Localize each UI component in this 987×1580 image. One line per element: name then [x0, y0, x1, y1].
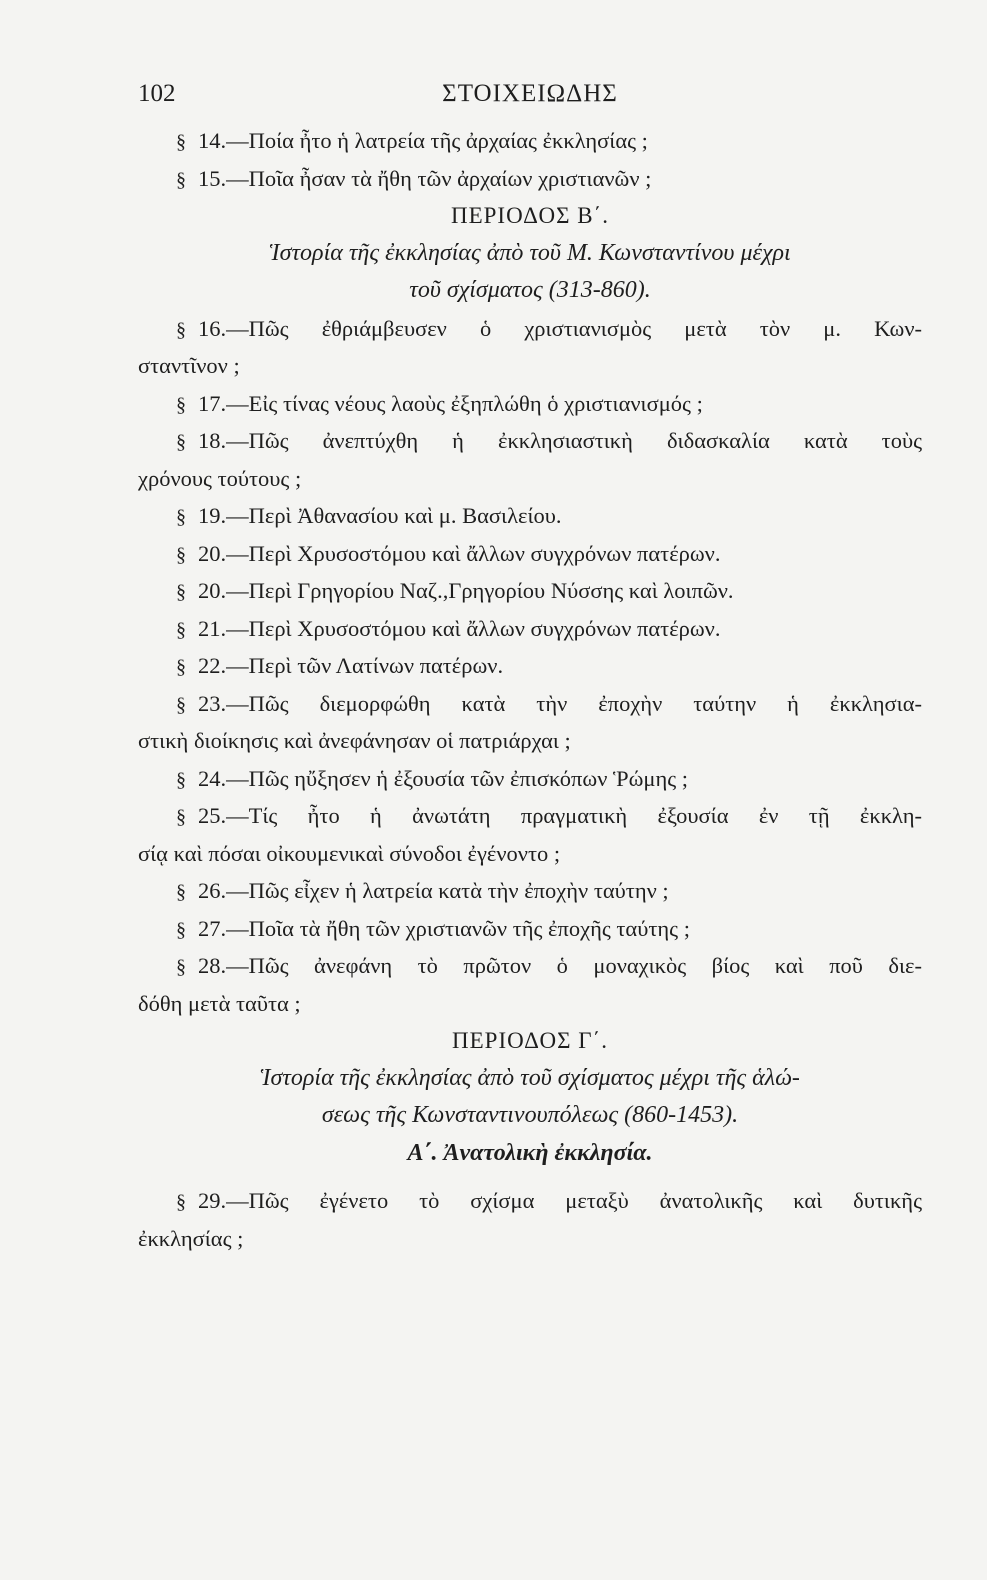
question-29-continued: ἐκκλησίας ;	[138, 1225, 244, 1251]
section-sign: §	[176, 768, 186, 791]
section-sign: §	[176, 506, 186, 528]
question-25-continued: σίᾳ καὶ πόσαι οἰκουμενικαὶ σύνοδοι ἐγένοντο ;	[138, 840, 561, 866]
section-sign: §	[176, 693, 186, 716]
question-18-continued: χρόνους τούτους ;	[138, 465, 302, 491]
section-sign: §	[176, 543, 186, 566]
question-17: § 17.—Εἰς τίνας νέους λαοὺς ἐξηπλώθη ὁ χριστιανισμός ;	[138, 385, 922, 423]
section-sign: §	[176, 318, 186, 341]
question-20a: § 20.—Περὶ Χρυσοστόμου καὶ ἄλλων συγχρόνων πατέρων.	[138, 535, 922, 573]
period-b-title-line1: Ἱστορία τῆς ἐκκλησίας ἀπὸ τοῦ Μ. Κωνσταντίνου μέχρι	[269, 239, 791, 266]
question-26: § 26.—Πῶς εἶχεν ἡ λατρεία κατὰ τὴν ἐποχὴν ταύτην ;	[138, 872, 922, 910]
question-19: § 19.—Περὶ Ἀθανασίου καὶ μ. Βασιλείου.	[138, 497, 922, 535]
question-18: § 18.—Πῶς ἀνεπτύχθη ἡ ἐκκλησιαστικὴ διδασκαλία κατὰ τοὺς	[138, 422, 922, 460]
question-27: § 27.—Ποῖα τὰ ἤθη τῶν χριστιανῶν τῆς ἐποχῆς ταύτης ;	[138, 910, 922, 948]
question-24: § 24.—Πῶς ηὔξησεν ἡ ἐξουσία τῶν ἐπισκόπων Ῥώμης ;	[138, 760, 922, 798]
question-20b: § 20.—Περὶ Γρηγορίου Ναζ.,Γρηγορίου Νύσσης καὶ λοιπῶν.	[138, 572, 922, 610]
section-sign: §	[176, 131, 186, 153]
period-b-heading: ΠΕΡΙΟΔΟΣ Β΄.	[450, 203, 610, 228]
question-22: § 22.—Περὶ τῶν Λατίνων πατέρων.	[138, 647, 922, 685]
period-b-title-line2: τοῦ σχίσματος (313-860).	[409, 277, 651, 303]
question-25: § 25.—Τίς ἦτο ἡ ἀνωτάτη πραγματικὴ ἐξουσία ἐν τῇ ἐκκλη-	[138, 797, 922, 835]
section-sign: §	[176, 431, 186, 453]
section-sign: §	[176, 656, 186, 678]
period-c-title-line1: Ἱστορία τῆς ἐκκλησίας ἀπὸ τοῦ σχίσματος μέχρι τῆς ἁλώ-	[260, 1064, 800, 1091]
question-16-continued: σταντῖνον ;	[138, 353, 240, 378]
section-sign: §	[176, 1191, 186, 1213]
running-title: ΣΤΟΙΧΕΙΩΔΗΣ	[442, 80, 618, 107]
period-c-title-line2: σεως τῆς Κωνσταντινουπόλεως (860-1453).	[321, 1102, 739, 1128]
section-sign: §	[176, 168, 186, 191]
question-15: § 15.—Ποῖα ἦσαν τὰ ἤθη τῶν ἀρχαίων χριστιανῶν ;	[138, 160, 922, 198]
eastern-church-subheading: Α΄. Ἀνατολικὴ ἐκκλησία.	[407, 1139, 653, 1166]
question-23: § 23.—Πῶς διεμορφώθη κατὰ τὴν ἐποχὴν ταύτην ἡ ἐκκλησια-	[138, 685, 922, 723]
period-c-heading: ΠΕΡΙΟΔΟΣ Γ΄.	[452, 1028, 608, 1053]
question-29: § 29.—Πῶς ἐγένετο τὸ σχίσμα μεταξὺ ἀνατολικῆς καὶ δυτικῆς	[138, 1182, 922, 1220]
question-28-continued: δόθη μετὰ ταῦτα ;	[138, 990, 301, 1016]
page-number: 102	[138, 80, 176, 107]
question-14: § 14.—Ποία ἦτο ἡ λατρεία τῆς ἀρχαίας ἐκκλησίας ;	[138, 122, 922, 160]
section-sign: §	[176, 956, 186, 978]
question-16: § 16.—Πῶς ἐθριάμβευσεν ὁ χριστιανισμὸς μετὰ τὸν μ. Κων-	[138, 310, 922, 348]
section-sign: §	[176, 806, 186, 828]
section-sign: §	[176, 618, 186, 641]
section-sign: §	[176, 918, 186, 941]
book-page	[0, 80, 987, 1580]
section-sign: §	[176, 581, 186, 603]
running-head	[138, 80, 922, 114]
section-sign: §	[176, 881, 186, 903]
question-28: § 28.—Πῶς ἀνεφάνη τὸ πρῶτον ὁ μοναχικὸς βίος καὶ ποῦ διε-	[138, 947, 922, 985]
question-21: § 21.—Περὶ Χρυσοστόμου καὶ ἄλλων συγχρόνων πατέρων.	[138, 610, 922, 648]
question-23-continued: στικὴ διοίκησις καὶ ἀνεφάνησαν οἱ πατριάρχαι ;	[138, 728, 571, 753]
section-sign: §	[176, 393, 186, 416]
